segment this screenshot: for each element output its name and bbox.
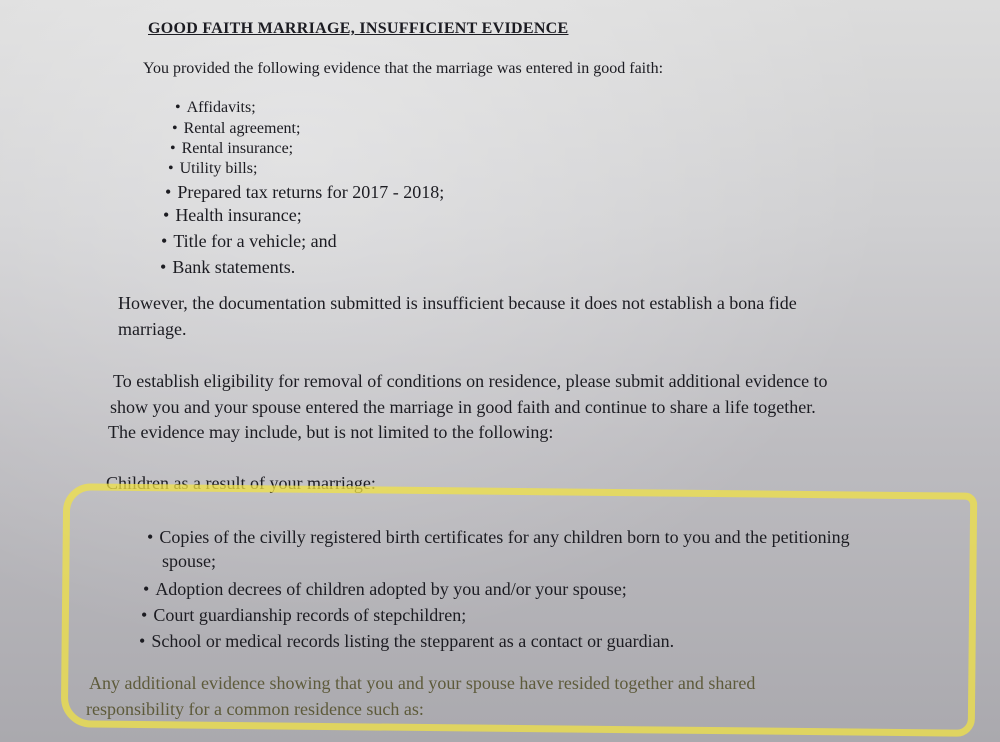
- list-item: • Prepared tax returns for 2017 - 2018;: [165, 181, 444, 203]
- list-item: • Court guardianship records of stepchildren;: [141, 604, 466, 626]
- list-item: • School or medical records listing the stepparent as a contact or guardian.: [139, 630, 674, 652]
- list-item: • Utility bills;: [168, 158, 257, 180]
- children-heading: Children as a result of your marriage:: [106, 473, 376, 493]
- list-item-continuation: spouse;: [162, 551, 216, 571]
- list-item: • Affidavits;: [175, 97, 256, 119]
- list-item: • Bank statements.: [160, 256, 295, 278]
- paragraph-line: The evidence may include, but is not limited to the following:: [108, 422, 554, 442]
- intro-text: You provided the following evidence that the marriage was entered in good faith:: [143, 60, 664, 77]
- list-item: • Title for a vehicle; and: [161, 230, 337, 252]
- list-item: • Health insurance;: [163, 204, 302, 226]
- paragraph-line: To establish eligibility for removal of conditions on residence, please submit additional evidence to: [113, 371, 828, 391]
- paragraph-line: responsibility for a common residence such as:: [86, 699, 424, 719]
- paragraph-line: marriage.: [118, 319, 187, 339]
- list-item: • Copies of the civilly registered birth certificates for any children born to you and the petitioning: [147, 526, 850, 548]
- paragraph-line: show you and your spouse entered the marriage in good faith and continue to share a life together.: [110, 397, 816, 417]
- list-item: • Adoption decrees of children adopted by you and/or your spouse;: [143, 578, 627, 600]
- list-item: • Rental agreement;: [172, 118, 300, 140]
- paragraph-line: However, the documentation submitted is insufficient because it does not establish a bona fide: [118, 293, 797, 313]
- paragraph-line: Any additional evidence showing that you and your spouse have resided together and shared: [89, 673, 756, 693]
- section-heading: GOOD FAITH MARRIAGE, INSUFFICIENT EVIDENCE: [148, 20, 569, 37]
- list-item: • Rental insurance;: [170, 138, 293, 160]
